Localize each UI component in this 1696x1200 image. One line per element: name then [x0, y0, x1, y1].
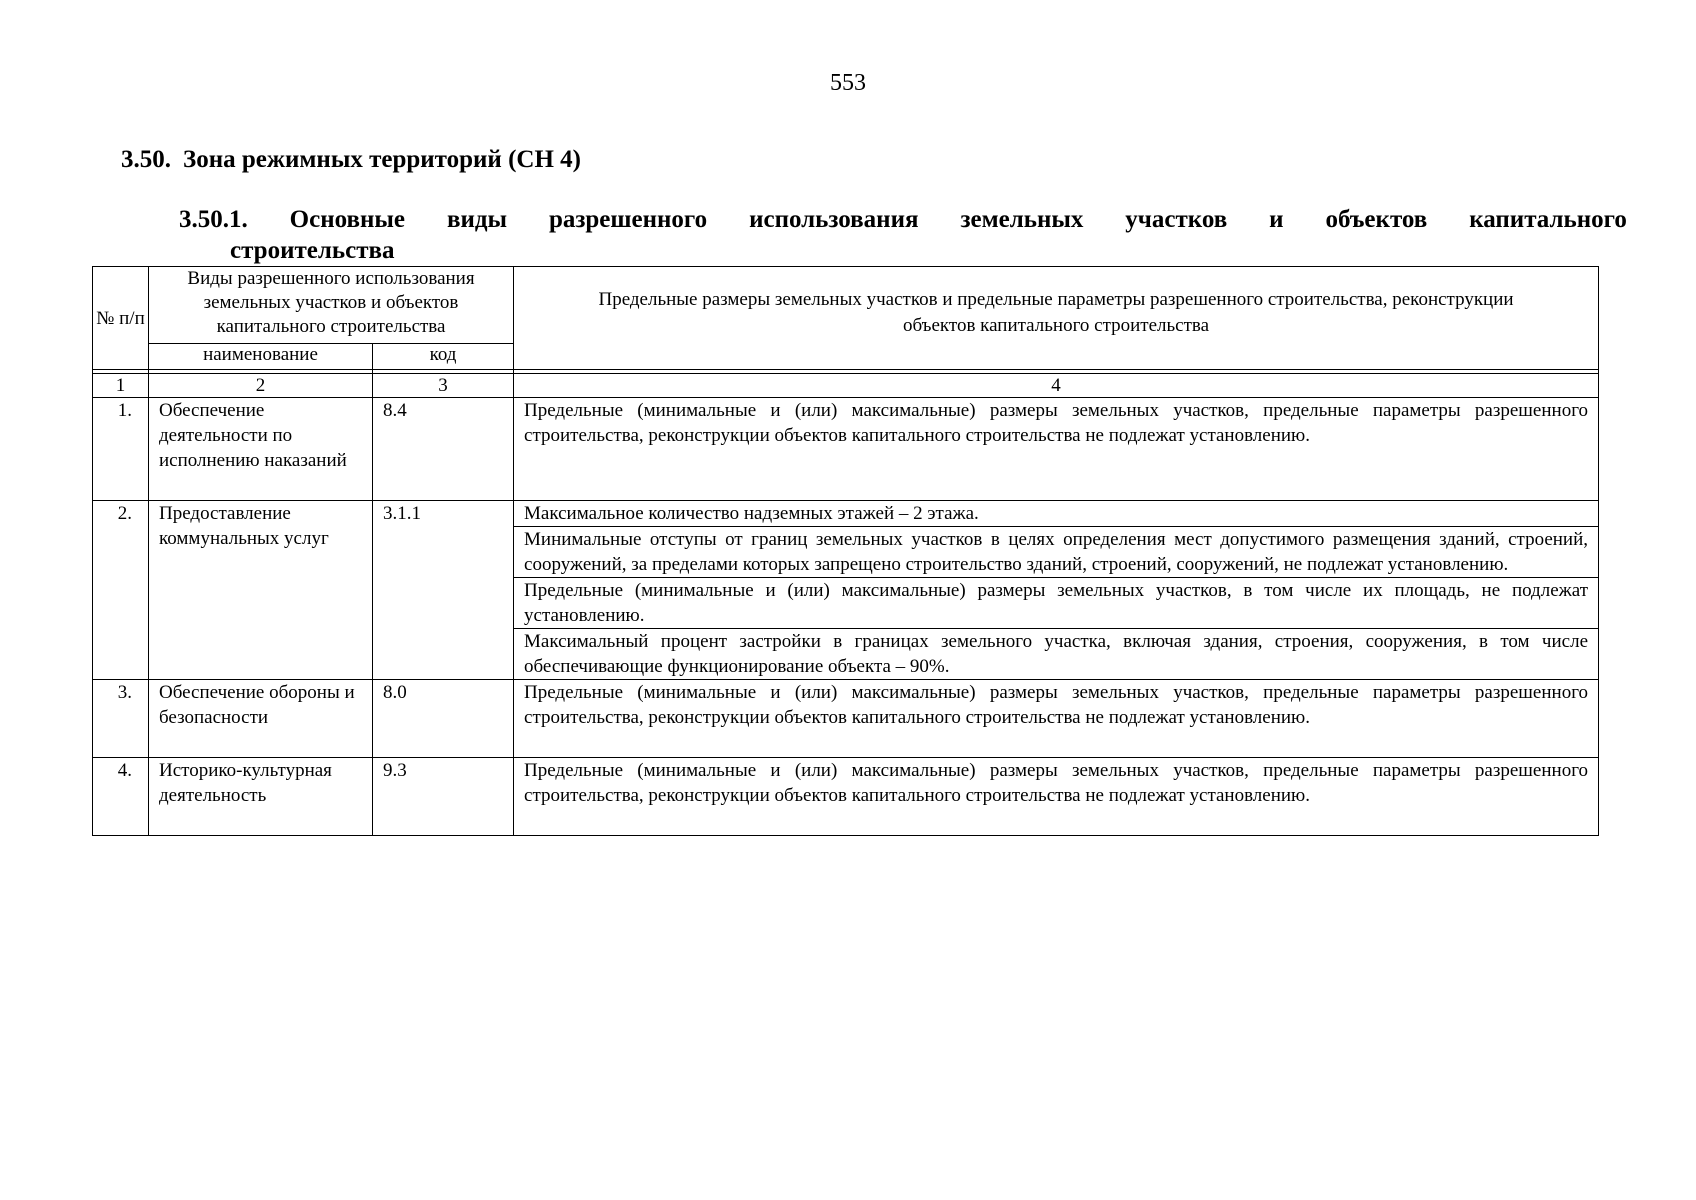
use-params: Предельные (минимальные и (или) максимальные) размеры земельных участков, в том числе их площадь, не подлежат установлению. [514, 578, 1599, 629]
subsection-title-line2: строительства [230, 237, 395, 264]
subsection-word: участков [1125, 206, 1228, 233]
section-number: 3.50. [121, 146, 171, 173]
subsection-word: использования [749, 206, 919, 233]
use-name: Предоставление коммунальных услуг [149, 501, 373, 680]
row-number: 1. [93, 398, 149, 501]
table-row [93, 758, 1599, 836]
header-params: Предельные размеры земельных участков и предельные параметры разрешенного строительства, реконструкции объектов капитального строительства [514, 267, 1599, 370]
subsection-word: земельных [960, 206, 1084, 233]
column-number-row [93, 374, 1599, 398]
table-row [93, 398, 1599, 501]
column-number: 4 [514, 374, 1599, 398]
use-name: Историко-культурная деятельность [149, 758, 373, 836]
header-types-group: Виды разрешенного использования земельных участков и объектов капитального строительства [149, 267, 514, 344]
subsection-heading [179, 204, 1627, 266]
use-code: 3.1.1 [373, 501, 514, 680]
subsection-number: 3.50.1. [179, 206, 248, 233]
use-code: 8.4 [373, 398, 514, 501]
header-code: код [373, 344, 514, 370]
subsection-word: виды [446, 206, 508, 233]
permitted-use-table [92, 266, 1599, 836]
use-name: Обеспечение деятельности по исполнению наказаний [149, 398, 373, 501]
column-number: 1 [93, 374, 149, 398]
table-row [93, 680, 1599, 758]
column-number: 2 [149, 374, 373, 398]
row-number: 2. [93, 501, 149, 680]
use-params: Максимальный процент застройки в границах земельного участка, включая здания, строения, сооружения, в том числе обеспечивающие функционирование объекта – 90%. [514, 629, 1599, 680]
header-name: наименование [149, 344, 373, 370]
subsection-word: объектов [1325, 206, 1428, 233]
header-num: № п/п [93, 267, 149, 370]
page-number: 553 [830, 70, 866, 96]
use-code: 8.0 [373, 680, 514, 758]
subsection-word: Основные [289, 206, 406, 233]
use-params: Минимальные отступы от границ земельных участков в целях определения мест допустимого размещения зданий, строений, сооружений, за пределами которых запрещено строительство зданий, строений, сооружений, не подлежат установлению. [514, 527, 1599, 578]
subsection-word: капитального [1469, 206, 1627, 233]
column-number: 3 [373, 374, 514, 398]
use-params: Предельные (минимальные и (или) максимальные) размеры земельных участков, предельные параметры разрешенного строительства, реконструкции объектов капитального строительства не подлежат установлению. [514, 758, 1599, 836]
subsection-word: разрешенного [548, 206, 708, 233]
row-number: 3. [93, 680, 149, 758]
section-title: Зона режимных территорий (СН 4) [183, 146, 581, 173]
use-params: Максимальное количество надземных этажей – 2 этажа. [514, 501, 1599, 527]
use-params: Предельные (минимальные и (или) максимальные) размеры земельных участков, предельные параметры разрешенного строительства, реконструкции объектов капитального строительства не подлежат установлению. [514, 680, 1599, 758]
use-params: Предельные (минимальные и (или) максимальные) размеры земельных участков, предельные параметры разрешенного строительства, реконструкции объектов капитального строительства не подлежат установлению. [514, 398, 1599, 501]
subsection-word: и [1269, 206, 1284, 233]
section-heading [121, 146, 581, 174]
use-code: 9.3 [373, 758, 514, 836]
subsection-title-line1 [179, 204, 1627, 235]
table-row [93, 501, 1599, 527]
use-name: Обеспечение обороны и безопасности [149, 680, 373, 758]
row-number: 4. [93, 758, 149, 836]
